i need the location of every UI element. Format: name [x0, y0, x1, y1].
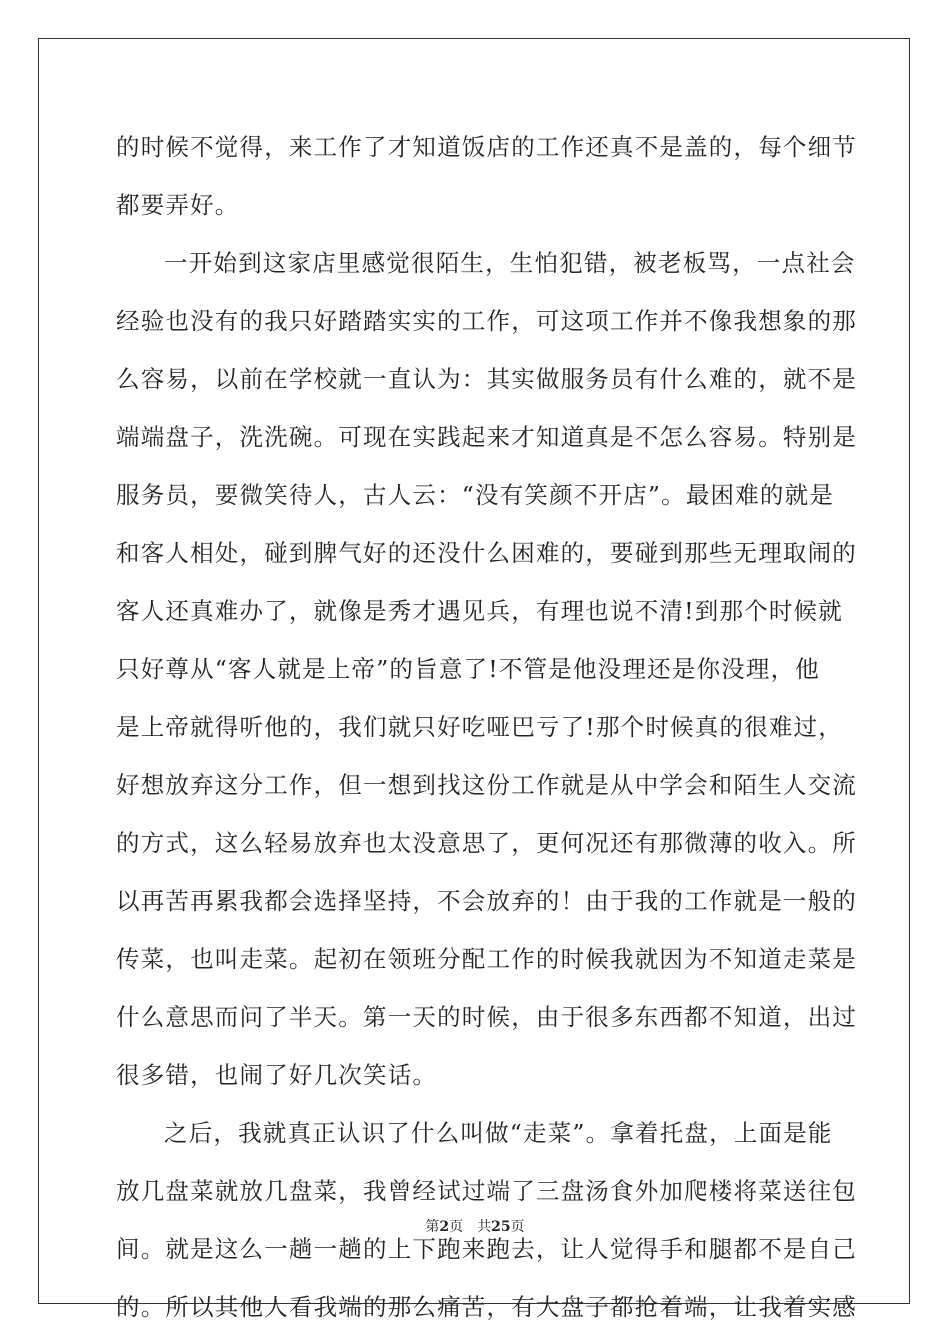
paragraph-start-line: 之后，我就真正认识了什么叫做“走菜”。拿着托盘，上面是能	[164, 1119, 833, 1147]
total-prefix: 共	[477, 1219, 492, 1235]
text-line: 么容易，以前在学校就一直认为：其实做服务员有什么难的，就不是	[116, 365, 857, 393]
text-line: 只好尊从“客人就是上帝”的旨意了!不管是他没理还是你没理，他	[116, 655, 820, 683]
paragraph-start-line: 一开始到这家店里感觉很陌生，生怕犯错，被老板骂，一点社会	[164, 249, 856, 277]
text-line: 的。所以其他人看我端的那么痛苦，有大盘子都抢着端，让我着实感	[116, 1293, 857, 1321]
page-footer	[0, 1216, 950, 1236]
text-line: 以再苦再累我都会选择坚持，不会放弃的！由于我的工作就是一般的	[116, 887, 857, 915]
text-line: 放几盘菜就放几盘菜，我曾经试过端了三盘汤食外加爬楼将菜送往包	[116, 1177, 857, 1205]
text-line: 什么意思而问了半天。第一天的时候，由于很多东西都不知道，出过	[116, 1003, 857, 1031]
document-body	[116, 118, 857, 1336]
text-line: 经验也没有的我只好踏踏实实的工作，可这项工作并不像我想象的那	[116, 307, 857, 335]
text-line: 都要弄好。	[116, 191, 240, 219]
text-line: 端端盘子，洗洗碗。可现在实践起来才知道真是不怎么容易。特别是	[116, 423, 857, 451]
text-line: 传菜，也叫走菜。起初在领班分配工作的时候我就因为不知道走菜是	[116, 945, 857, 973]
text-line: 间。就是这么一趟一趟的上下跑来跑去，让人觉得手和腿都不是自己	[116, 1235, 857, 1263]
text-line: 是上帝就得听他的，我们就只好吃哑巴亏了!那个时候真的很难过，	[116, 713, 843, 741]
page-number: 2	[439, 1219, 450, 1235]
text-line: 的方式，这么轻易放弃也太没意思了，更何况还有那微薄的收入。所	[116, 829, 857, 857]
page-prefix: 第	[425, 1219, 440, 1235]
text-line: 好想放弃这分工作，但一想到找这份工作就是从中学会和陌生人交流	[116, 771, 857, 799]
total-pages: 25	[491, 1219, 511, 1235]
text-line: 很多错，也闹了好几次笑话。	[116, 1061, 438, 1089]
text-line: 客人还真难办了，就像是秀才遇见兵，有理也说不清!到那个时候就	[116, 597, 843, 625]
text-line: 和客人相处，碰到脾气好的还没什么困难的，要碰到那些无理取闹的	[116, 539, 857, 567]
text-line: 服务员，要微笑待人，古人云：“没有笑颜不开店”。最困难的就是	[116, 481, 835, 509]
page-unit: 页	[449, 1219, 464, 1235]
text-line: 的时候不觉得，来工作了才知道饭店的工作还真不是盖的，每个细节	[116, 133, 857, 161]
total-unit: 页	[510, 1219, 525, 1235]
